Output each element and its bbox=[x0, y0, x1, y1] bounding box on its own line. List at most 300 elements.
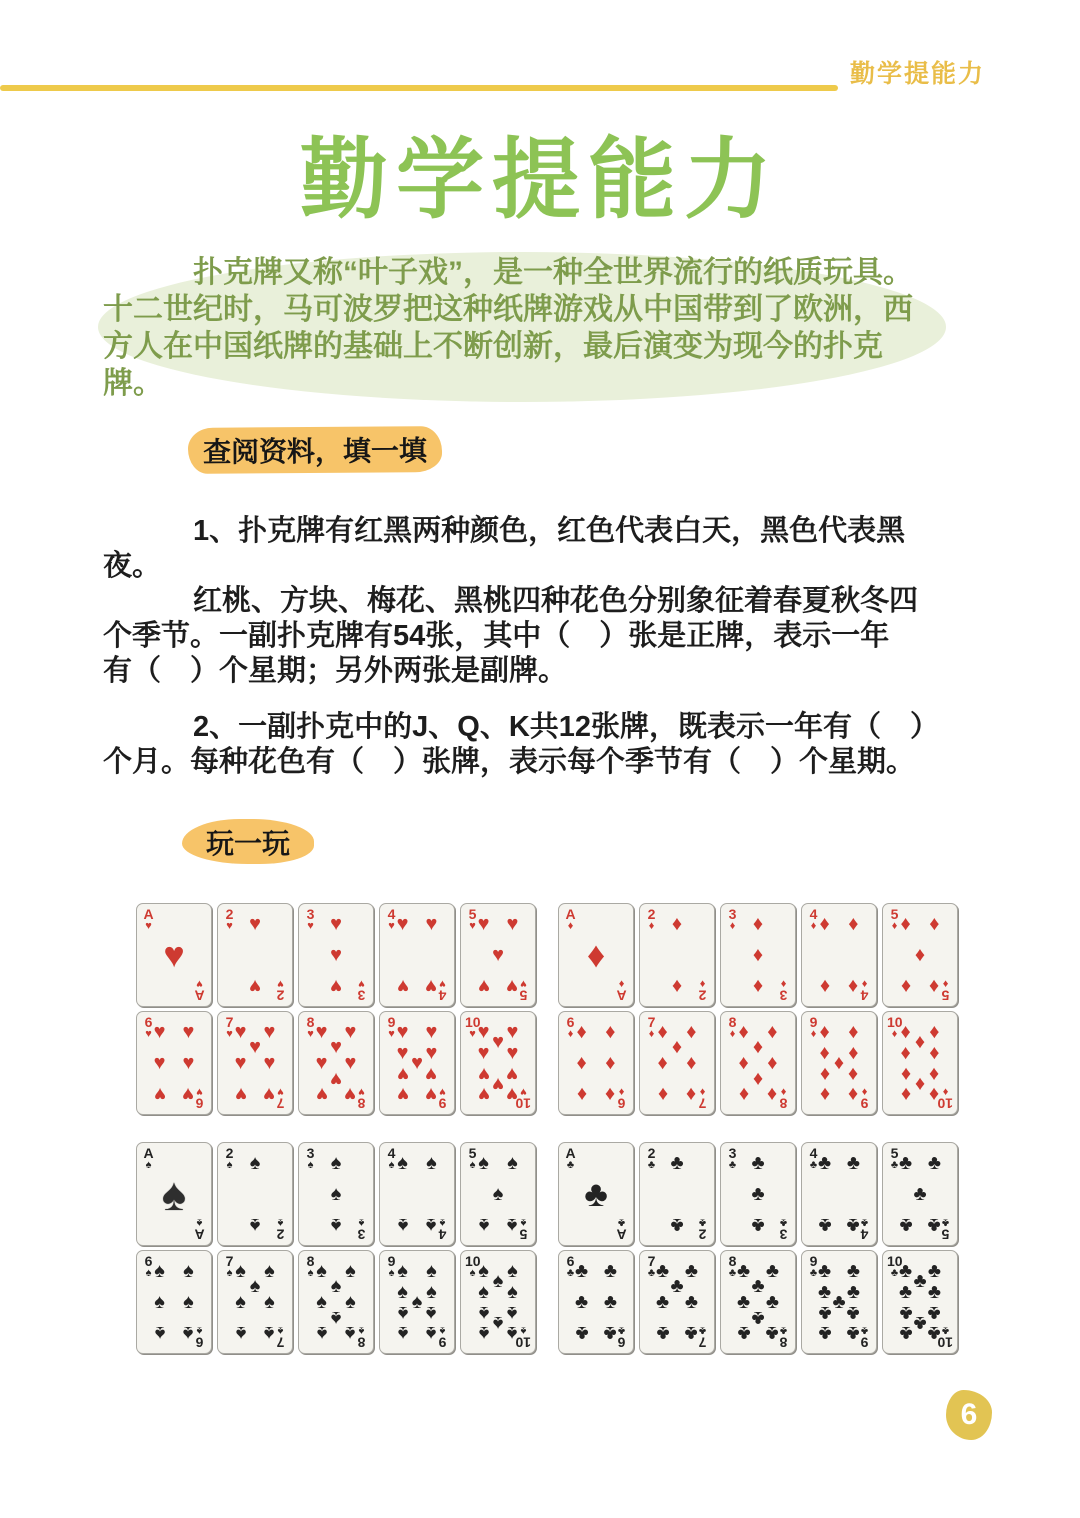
hearts-suit-icon: ♥ bbox=[425, 913, 438, 936]
section-badge-play: 玩一玩 bbox=[182, 819, 314, 864]
hearts-suit-icon: ♥ bbox=[506, 1082, 519, 1105]
card-corner-index: 10 ♦ bbox=[887, 1014, 903, 1041]
diamonds-suit-icon: ♦ bbox=[833, 1052, 845, 1074]
diamonds-suit-icon: ♦ bbox=[900, 1041, 911, 1064]
hearts-suit-icon: ♥ bbox=[263, 1082, 276, 1105]
card-hearts-2 bbox=[217, 903, 293, 1007]
card-corner-index: 5 ♥ bbox=[468, 906, 477, 933]
card-corner-index: 4 ♦ bbox=[809, 906, 818, 933]
clubs-suit-icon: ♣ bbox=[751, 1152, 765, 1175]
card-hearts-4 bbox=[379, 903, 455, 1007]
spades-suit-icon: ♠ bbox=[264, 1260, 275, 1283]
card-clubs-6 bbox=[558, 1250, 634, 1354]
card-corner-index: 3 ♣ bbox=[779, 1216, 788, 1243]
diamonds-suit-icon: ♦ bbox=[929, 1062, 940, 1085]
clubs-suit-icon: ♣ bbox=[684, 1260, 698, 1283]
spades-suit-icon: ♠ bbox=[316, 1260, 327, 1283]
diamonds-suit-icon: ♦ bbox=[819, 913, 830, 936]
card-clubs-8 bbox=[720, 1250, 796, 1354]
hearts-suit-icon: ♥ bbox=[182, 1052, 195, 1074]
diamonds-suit-icon: ♦ bbox=[738, 1021, 749, 1044]
spades-suit-icon: ♠ bbox=[397, 1321, 408, 1344]
card-corner-index: 9 ♠ bbox=[438, 1324, 447, 1351]
clubs-suit-icon: ♣ bbox=[670, 1213, 684, 1236]
diamonds-suit-icon: ♦ bbox=[929, 974, 940, 997]
card-corner-index: 4 ♠ bbox=[438, 1216, 447, 1243]
card-corner-index: 9 ♣ bbox=[809, 1253, 818, 1280]
clubs-pips bbox=[653, 1152, 701, 1236]
spades-pips bbox=[150, 1159, 198, 1229]
spades-suit-icon: ♠ bbox=[330, 1274, 342, 1297]
clubs-suit-icon: ♣ bbox=[670, 1152, 684, 1175]
spades-suit-icon: ♠ bbox=[249, 1152, 261, 1175]
clubs-pips bbox=[815, 1152, 863, 1236]
diamonds-pips bbox=[815, 913, 863, 997]
diamonds-pips bbox=[653, 913, 701, 997]
hearts-suit-icon: ♥ bbox=[477, 1082, 490, 1105]
hearts-suit-icon: ♥ bbox=[330, 913, 342, 936]
hearts-suit-icon: ♥ bbox=[411, 1052, 423, 1074]
card-corner-index: 9 ♠ bbox=[387, 1253, 396, 1280]
card-corner-index: A ♠ bbox=[143, 1145, 154, 1172]
spades-suit-icon: ♠ bbox=[161, 1168, 187, 1220]
spades-pips bbox=[393, 1260, 441, 1344]
diamonds-suit-icon: ♦ bbox=[686, 1082, 697, 1105]
hearts-suit-icon: ♥ bbox=[330, 1035, 342, 1058]
page-title: 勤学提能力 bbox=[299, 130, 780, 229]
diamonds-suit-icon: ♦ bbox=[929, 1082, 940, 1105]
card-corner-index: 10 ♦ bbox=[937, 1085, 953, 1112]
card-corner-index: 6 ♦ bbox=[617, 1085, 626, 1112]
hearts-suit-icon: ♥ bbox=[506, 913, 519, 936]
hearts-suit-icon: ♥ bbox=[315, 1082, 328, 1105]
diamonds-suit-icon: ♦ bbox=[767, 1021, 778, 1044]
spades-suit-icon: ♠ bbox=[235, 1321, 246, 1344]
clubs-suit-icon: ♣ bbox=[603, 1321, 617, 1344]
question-2-line: 2、一副扑克中的J、Q、K共12张牌，既表示一年有（ ） bbox=[193, 711, 940, 743]
hearts-suit-icon: ♥ bbox=[315, 1052, 328, 1074]
card-clubs-9 bbox=[801, 1250, 877, 1354]
clubs-suit-icon: ♣ bbox=[818, 1321, 832, 1344]
hearts-suit-icon: ♥ bbox=[425, 1082, 438, 1105]
clubs-suit-icon: ♣ bbox=[913, 1270, 927, 1292]
diamonds-suit-icon: ♦ bbox=[752, 1068, 764, 1091]
card-hearts-3 bbox=[298, 903, 374, 1007]
diamonds-pips bbox=[896, 913, 944, 997]
diamonds-suit-icon: ♦ bbox=[929, 1021, 940, 1044]
card-hearts-10 bbox=[460, 1011, 536, 1115]
card-corner-index: 5 ♦ bbox=[890, 906, 899, 933]
page-number-badge: 6 bbox=[946, 1390, 992, 1440]
hearts-suit-icon: ♥ bbox=[396, 1041, 409, 1064]
diamonds-suit-icon: ♦ bbox=[671, 913, 683, 936]
card-corner-index: 2 ♠ bbox=[276, 1216, 285, 1243]
spades-suit-icon: ♠ bbox=[478, 1301, 489, 1324]
hearts-suit-icon: ♥ bbox=[234, 1021, 247, 1044]
spades-suit-icon: ♠ bbox=[264, 1321, 275, 1344]
hearts-suit-icon: ♥ bbox=[330, 974, 342, 997]
card-corner-index: 5 ♠ bbox=[519, 1216, 528, 1243]
hearts-suit-icon: ♥ bbox=[492, 1073, 504, 1095]
diamonds-suit-icon: ♦ bbox=[819, 1082, 830, 1105]
hearts-pips bbox=[393, 913, 441, 997]
spades-suit-icon: ♠ bbox=[426, 1321, 437, 1344]
diamonds-suit-icon: ♦ bbox=[819, 974, 830, 997]
hearts-pips bbox=[393, 1021, 441, 1105]
spades-pips bbox=[474, 1260, 522, 1344]
card-corner-index: 7 ♦ bbox=[698, 1085, 707, 1112]
card-corner-index: A ♠ bbox=[194, 1216, 205, 1243]
hearts-suit-icon: ♥ bbox=[506, 1062, 519, 1085]
clubs-pips bbox=[653, 1260, 701, 1344]
diamonds-suit-icon: ♦ bbox=[752, 1035, 764, 1058]
card-hearts-8 bbox=[298, 1011, 374, 1115]
card-spades-6 bbox=[136, 1250, 212, 1354]
intro-paragraph bbox=[103, 254, 953, 402]
card-corner-index: 8 ♣ bbox=[779, 1324, 788, 1351]
card-corner-index: 3 ♠ bbox=[357, 1216, 366, 1243]
intro-line: 扑克牌又称“叶子戏”，是一种全世界流行的纸质玩具。 bbox=[193, 256, 913, 289]
card-corner-index: 9 ♦ bbox=[860, 1085, 869, 1112]
header-rule bbox=[0, 85, 838, 91]
card-spades-10 bbox=[460, 1250, 536, 1354]
spades-suit-icon: ♠ bbox=[492, 1312, 504, 1334]
card-corner-index: 8 ♣ bbox=[728, 1253, 737, 1280]
clubs-pips bbox=[896, 1152, 944, 1236]
spades-suit-icon: ♠ bbox=[507, 1321, 518, 1344]
diamonds-suit-icon: ♦ bbox=[914, 1031, 926, 1053]
spades-suit-icon: ♠ bbox=[426, 1280, 437, 1303]
spades-suit-icon: ♠ bbox=[478, 1213, 489, 1236]
card-corner-index: 6 ♥ bbox=[144, 1014, 153, 1041]
hearts-suit-icon: ♥ bbox=[263, 1021, 276, 1044]
spades-suit-icon: ♠ bbox=[426, 1213, 437, 1236]
card-corner-index: 5 ♦ bbox=[941, 977, 950, 1004]
spades-suit-icon: ♠ bbox=[345, 1291, 356, 1313]
hearts-suit-icon: ♥ bbox=[344, 1082, 357, 1105]
clubs-pips bbox=[896, 1260, 944, 1344]
hearts-pips bbox=[474, 913, 522, 997]
card-spades-8 bbox=[298, 1250, 374, 1354]
clubs-suit-icon: ♣ bbox=[927, 1280, 941, 1303]
spades-suit-icon: ♠ bbox=[235, 1260, 246, 1283]
diamonds-suit-icon: ♦ bbox=[848, 974, 859, 997]
question-2-paragraph bbox=[103, 710, 963, 780]
card-diamonds-10 bbox=[882, 1011, 958, 1115]
hearts-suit-icon: ♥ bbox=[506, 1021, 519, 1044]
clubs-suit-icon: ♣ bbox=[603, 1291, 617, 1313]
hearts-pips bbox=[312, 1021, 360, 1105]
spades-suit-icon: ♠ bbox=[330, 1183, 342, 1205]
diamonds-suit-icon: ♦ bbox=[738, 1082, 749, 1105]
question-1-line: 有（ ）个星期；另外两张是副牌。 bbox=[103, 655, 568, 687]
diamonds-suit-icon: ♦ bbox=[686, 1021, 697, 1044]
card-diamonds-2 bbox=[639, 903, 715, 1007]
card-diamonds-3 bbox=[720, 903, 796, 1007]
diamonds-suit-icon: ♦ bbox=[767, 1082, 778, 1105]
hearts-suit-icon: ♥ bbox=[506, 974, 519, 997]
clubs-suit-icon: ♣ bbox=[927, 1213, 941, 1236]
clubs-suit-icon: ♣ bbox=[846, 1260, 860, 1283]
clubs-suit-icon: ♣ bbox=[818, 1301, 832, 1324]
spades-suit-icon: ♠ bbox=[507, 1152, 518, 1175]
spades-suit-icon: ♠ bbox=[507, 1213, 518, 1236]
card-clubs-10 bbox=[882, 1250, 958, 1354]
clubs-suit-icon: ♣ bbox=[751, 1274, 765, 1297]
card-corner-index: 4 ♥ bbox=[438, 977, 447, 1004]
hearts-suit-icon: ♥ bbox=[234, 1082, 247, 1105]
card-clubs-7 bbox=[639, 1250, 715, 1354]
card-corner-index: 3 ♦ bbox=[779, 977, 788, 1004]
clubs-pips bbox=[572, 1260, 620, 1344]
clubs-suit-icon: ♣ bbox=[899, 1213, 913, 1236]
clubs-suit-icon: ♣ bbox=[575, 1291, 589, 1313]
card-corner-index: A ♥ bbox=[143, 906, 154, 933]
spades-suit-icon: ♠ bbox=[235, 1291, 246, 1313]
spades-suit-icon: ♠ bbox=[330, 1307, 342, 1330]
clubs-suit-icon: ♣ bbox=[575, 1260, 589, 1283]
spades-suit-icon: ♠ bbox=[249, 1213, 261, 1236]
clubs-suit-icon: ♣ bbox=[846, 1152, 860, 1175]
spades-suit-icon: ♠ bbox=[478, 1152, 489, 1175]
question-2-line: 个月。每种花色有（ ）张牌，表示每个季节有（ ）个星期。 bbox=[103, 746, 916, 778]
clubs-suit-icon: ♣ bbox=[818, 1280, 832, 1303]
card-corner-index: 8 ♥ bbox=[306, 1014, 315, 1041]
card-diamonds-A bbox=[558, 903, 634, 1007]
spades-suit-icon: ♠ bbox=[426, 1260, 437, 1283]
clubs-suit-icon: ♣ bbox=[765, 1260, 779, 1283]
card-corner-index: 6 ♣ bbox=[617, 1324, 626, 1351]
diamonds-suit-icon: ♦ bbox=[738, 1052, 749, 1074]
card-clubs-4 bbox=[801, 1142, 877, 1246]
diamonds-suit-icon: ♦ bbox=[752, 944, 764, 966]
card-diamonds-6 bbox=[558, 1011, 634, 1115]
hearts-pips bbox=[474, 1021, 522, 1105]
spades-suit-icon: ♠ bbox=[183, 1321, 194, 1344]
hearts-suit-icon: ♥ bbox=[153, 1021, 166, 1044]
card-corner-index: 3 ♣ bbox=[728, 1145, 737, 1172]
clubs-suit-icon: ♣ bbox=[656, 1291, 670, 1313]
card-corner-index: 6 ♦ bbox=[566, 1014, 575, 1041]
hearts-suit-icon: ♥ bbox=[249, 974, 261, 997]
clubs-suit-icon: ♣ bbox=[899, 1321, 913, 1344]
clubs-pips bbox=[815, 1260, 863, 1344]
spades-suit-icon: ♠ bbox=[426, 1152, 437, 1175]
clubs-suit-icon: ♣ bbox=[765, 1291, 779, 1313]
hearts-suit-icon: ♥ bbox=[163, 934, 185, 975]
clubs-suit-icon: ♣ bbox=[913, 1183, 927, 1205]
card-corner-index: 8 ♠ bbox=[306, 1253, 315, 1280]
spades-suit-icon: ♠ bbox=[264, 1291, 275, 1313]
card-corner-index: 10 ♠ bbox=[465, 1253, 481, 1280]
diamonds-suit-icon: ♦ bbox=[657, 1082, 668, 1105]
hearts-suit-icon: ♥ bbox=[396, 1082, 409, 1105]
card-corner-index: 2 ♥ bbox=[225, 906, 234, 933]
question-1-line: 个季节。一副扑克牌有54张，其中（ ）张是正牌，表示一年 bbox=[103, 620, 890, 652]
diamonds-suit-icon: ♦ bbox=[848, 1041, 859, 1064]
card-spades-3 bbox=[298, 1142, 374, 1246]
diamonds-suit-icon: ♦ bbox=[900, 913, 911, 936]
card-hearts-A bbox=[136, 903, 212, 1007]
spades-suit-icon: ♠ bbox=[492, 1270, 504, 1292]
spades-suit-icon: ♠ bbox=[478, 1321, 489, 1344]
hearts-suit-icon: ♥ bbox=[425, 1062, 438, 1085]
spades-suit-icon: ♠ bbox=[397, 1213, 408, 1236]
card-corner-index: 4 ♠ bbox=[387, 1145, 396, 1172]
clubs-suit-icon: ♣ bbox=[737, 1260, 751, 1283]
spades-suit-icon: ♠ bbox=[316, 1291, 327, 1313]
clubs-suit-icon: ♣ bbox=[927, 1260, 941, 1283]
clubs-suit-icon: ♣ bbox=[846, 1321, 860, 1344]
spades-pips bbox=[150, 1260, 198, 1344]
hearts-suit-icon: ♥ bbox=[153, 1082, 166, 1105]
card-clubs-5 bbox=[882, 1142, 958, 1246]
spades-suit-icon: ♠ bbox=[426, 1301, 437, 1324]
card-corner-index: 2 ♠ bbox=[225, 1145, 234, 1172]
card-corner-index: 7 ♠ bbox=[225, 1253, 234, 1280]
diamonds-pips bbox=[896, 1021, 944, 1105]
spades-suit-icon: ♠ bbox=[397, 1152, 408, 1175]
clubs-suit-icon: ♣ bbox=[899, 1301, 913, 1324]
hearts-suit-icon: ♥ bbox=[234, 1052, 247, 1074]
card-corner-index: 8 ♦ bbox=[779, 1085, 788, 1112]
card-corner-index: A ♣ bbox=[616, 1216, 627, 1243]
card-corner-index: 6 ♥ bbox=[195, 1085, 204, 1112]
card-corner-index: 7 ♣ bbox=[647, 1253, 656, 1280]
spades-pips bbox=[231, 1152, 279, 1236]
card-corner-index: 9 ♦ bbox=[809, 1014, 818, 1041]
diamonds-suit-icon: ♦ bbox=[914, 1073, 926, 1095]
clubs-suit-icon: ♣ bbox=[656, 1321, 670, 1344]
diamonds-suit-icon: ♦ bbox=[929, 1041, 940, 1064]
clubs-suit-icon: ♣ bbox=[818, 1213, 832, 1236]
diamonds-suit-icon: ♦ bbox=[576, 1052, 587, 1074]
spades-suit-icon: ♠ bbox=[397, 1260, 408, 1283]
card-corner-index: 7 ♣ bbox=[698, 1324, 707, 1351]
clubs-suit-icon: ♣ bbox=[846, 1301, 860, 1324]
card-hearts-5 bbox=[460, 903, 536, 1007]
diamonds-suit-icon: ♦ bbox=[657, 1052, 668, 1074]
hearts-suit-icon: ♥ bbox=[425, 1041, 438, 1064]
card-spades-7 bbox=[217, 1250, 293, 1354]
diamonds-suit-icon: ♦ bbox=[767, 1052, 778, 1074]
card-corner-index: 3 ♠ bbox=[306, 1145, 315, 1172]
card-corner-index: 8 ♥ bbox=[357, 1085, 366, 1112]
hearts-suit-icon: ♥ bbox=[506, 1041, 519, 1064]
card-hearts-6 bbox=[136, 1011, 212, 1115]
diamonds-pips bbox=[572, 920, 620, 990]
header-corner-label: 勤学提能力 bbox=[850, 60, 986, 88]
diamonds-suit-icon: ♦ bbox=[900, 1062, 911, 1085]
card-corner-index: 7 ♥ bbox=[276, 1085, 285, 1112]
spades-suit-icon: ♠ bbox=[507, 1301, 518, 1324]
hearts-suit-icon: ♥ bbox=[182, 1082, 195, 1105]
question-1-paragraph bbox=[103, 514, 963, 689]
clubs-suit-icon: ♣ bbox=[584, 1173, 608, 1214]
hearts-suit-icon: ♥ bbox=[344, 1021, 357, 1044]
diamonds-suit-icon: ♦ bbox=[605, 1082, 616, 1105]
diamonds-suit-icon: ♦ bbox=[752, 913, 764, 936]
clubs-suit-icon: ♣ bbox=[737, 1291, 751, 1313]
diamonds-pips bbox=[572, 1021, 620, 1105]
diamonds-suit-icon: ♦ bbox=[752, 974, 764, 997]
card-corner-index: 4 ♣ bbox=[809, 1145, 818, 1172]
spades-suit-icon: ♠ bbox=[345, 1260, 356, 1283]
clubs-suit-icon: ♣ bbox=[818, 1152, 832, 1175]
card-hearts-7 bbox=[217, 1011, 293, 1115]
card-corner-index: 5 ♠ bbox=[468, 1145, 477, 1172]
spades-suit-icon: ♠ bbox=[411, 1291, 423, 1313]
hearts-suit-icon: ♥ bbox=[249, 1035, 261, 1058]
intro-line: 牌。 bbox=[103, 367, 163, 400]
diamonds-suit-icon: ♦ bbox=[576, 1082, 587, 1105]
hearts-suit-icon: ♥ bbox=[330, 944, 342, 966]
diamonds-suit-icon: ♦ bbox=[848, 1062, 859, 1085]
diamonds-pips bbox=[653, 1021, 701, 1105]
card-diamonds-9 bbox=[801, 1011, 877, 1115]
card-hearts-9 bbox=[379, 1011, 455, 1115]
clubs-suit-icon: ♣ bbox=[737, 1321, 751, 1344]
clubs-suit-icon: ♣ bbox=[846, 1213, 860, 1236]
clubs-suit-icon: ♣ bbox=[684, 1291, 698, 1313]
card-corner-index: 3 ♥ bbox=[357, 977, 366, 1004]
hearts-suit-icon: ♥ bbox=[477, 974, 490, 997]
card-spades-5 bbox=[460, 1142, 536, 1246]
card-corner-index: 9 ♣ bbox=[860, 1324, 869, 1351]
spades-suit-icon: ♠ bbox=[249, 1274, 261, 1297]
card-corner-index: 10 ♠ bbox=[515, 1324, 531, 1351]
card-spades-4 bbox=[379, 1142, 455, 1246]
spades-pips bbox=[393, 1152, 441, 1236]
clubs-suit-icon: ♣ bbox=[927, 1301, 941, 1324]
card-corner-index: 8 ♠ bbox=[357, 1324, 366, 1351]
diamonds-suit-icon: ♦ bbox=[929, 913, 940, 936]
card-corner-index: 6 ♠ bbox=[144, 1253, 153, 1280]
hearts-suit-icon: ♥ bbox=[425, 974, 438, 997]
hearts-suit-icon: ♥ bbox=[249, 913, 261, 936]
diamonds-suit-icon: ♦ bbox=[900, 1082, 911, 1105]
card-corner-index: 2 ♣ bbox=[647, 1145, 656, 1172]
diamonds-suit-icon: ♦ bbox=[819, 1062, 830, 1085]
spades-suit-icon: ♠ bbox=[507, 1260, 518, 1283]
spades-suit-icon: ♠ bbox=[183, 1260, 194, 1283]
spades-pips bbox=[312, 1152, 360, 1236]
card-corner-index: 9 ♥ bbox=[387, 1014, 396, 1041]
question-1-line: 红桃、方块、梅花、黑桃四种花色分别象征着春夏秋冬四 bbox=[193, 585, 919, 617]
hearts-suit-icon: ♥ bbox=[477, 1021, 490, 1044]
intro-line: 十二世纪时，马可波罗把这种纸牌游戏从中国带到了欧洲，西 bbox=[103, 293, 913, 326]
diamonds-suit-icon: ♦ bbox=[586, 934, 606, 975]
card-clubs-3 bbox=[720, 1142, 796, 1246]
diamonds-pips bbox=[734, 913, 782, 997]
clubs-suit-icon: ♣ bbox=[832, 1291, 846, 1313]
card-corner-index: 7 ♠ bbox=[276, 1324, 285, 1351]
diamonds-suit-icon: ♦ bbox=[819, 1041, 830, 1064]
hearts-suit-icon: ♥ bbox=[182, 1021, 195, 1044]
spades-suit-icon: ♠ bbox=[478, 1280, 489, 1303]
card-corner-index: 4 ♣ bbox=[860, 1216, 869, 1243]
diamonds-pips bbox=[734, 1021, 782, 1105]
card-corner-index: 5 ♣ bbox=[941, 1216, 950, 1243]
card-corner-index: 6 ♣ bbox=[566, 1253, 575, 1280]
clubs-suit-icon: ♣ bbox=[846, 1280, 860, 1303]
spades-suit-icon: ♠ bbox=[397, 1301, 408, 1324]
card-clubs-2 bbox=[639, 1142, 715, 1246]
hearts-suit-icon: ♥ bbox=[330, 1068, 342, 1091]
hearts-pips bbox=[231, 913, 279, 997]
hearts-suit-icon: ♥ bbox=[315, 1021, 328, 1044]
diamonds-suit-icon: ♦ bbox=[819, 1021, 830, 1044]
